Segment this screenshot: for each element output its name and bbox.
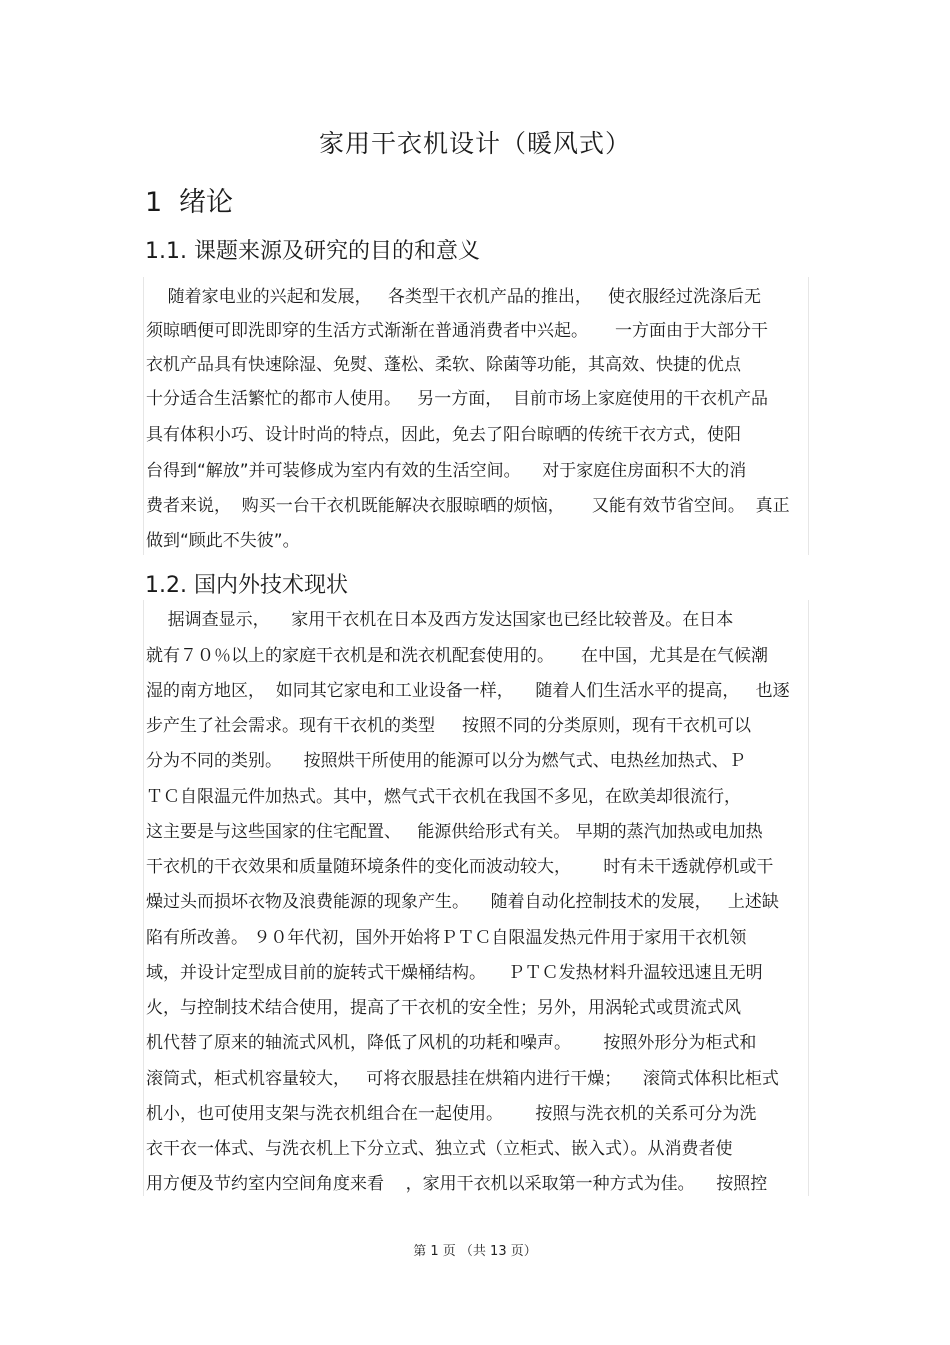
text-line: 滚筒式，柜式机容量较大， 可将衣服悬挂在烘箱内进行干燥； 滚筒式体积比柜式: [146, 1069, 779, 1089]
text-line: 燥过头而损坏衣物及浪费能源的现象产生。 随着自动化控制技术的发展， 上述缺: [146, 892, 779, 912]
page-footer: 第 1 页 （共 13 页）: [413, 1244, 537, 1259]
text-line: 陷有所改善。 ９０年代初，国外开始将ＰＴＣ自限温发热元件用于家用干衣机领: [146, 928, 747, 948]
text-line: 这主要是与这些国家的住宅配置、 能源供给形式有关。 早期的蒸汽加热或电加热: [146, 822, 763, 842]
text-line: 具有体积小巧、设计时尚的特点，因此，免去了阳台晾晒的传统干衣方式，使阳: [146, 425, 741, 445]
text-line: 随着家电业的兴起和发展， 各类型干衣机产品的推出， 使衣服经过洗涤后无: [146, 287, 762, 307]
section-1-2-body: [143, 600, 809, 1196]
text-line: 费者来说， 购买一台干衣机既能解决衣服晾晒的烦恼， 又能有效节省空间。 真正: [146, 496, 790, 516]
text-line: 机小，也可使用支架与洗衣机组合在一起使用。 按照与洗衣机的关系可分为洗: [146, 1104, 757, 1124]
text-line: 须晾晒便可即洗即穿的生活方式渐渐在普通消费者中兴起。 一方面由于大部分干: [146, 321, 769, 341]
chapter-heading: [145, 180, 233, 219]
text-line: 十分适合生活繁忙的都市人使用。 另一方面， 目前市场上家庭使用的干衣机产品: [146, 389, 769, 409]
text-line: 域，并设计定型成目前的旋转式干燥桶结构。 ＰＴＣ发热材料升温较迅速且无明: [146, 963, 763, 983]
text-line: 台得到“解放”并可装修成为室内有效的生活空间。 对于家庭住房面积不大的消: [146, 461, 747, 481]
text-line: 干衣机的干衣效果和质量随环境条件的变化而波动较大， 时有未干透就停机或干: [146, 857, 774, 877]
text-line: 湿的南方地区， 如同其它家电和工业设备一样， 随着人们生活水平的提高， 也逐: [146, 681, 790, 701]
text-line: 就有７０％以上的家庭干衣机是和洗衣机配套使用的。 在中国，尤其是在气候潮: [146, 646, 769, 666]
document-title: 家用干衣机设计（暖风式）: [318, 129, 631, 158]
text-line: 用方便及节约室内空间角度来看 ，家用干衣机以采取第一种方式为佳。 按照控: [146, 1174, 768, 1194]
text-line: 据调查显示， 家用干衣机在日本及西方发达国家也已经比较普及。在日本: [146, 610, 734, 630]
section-heading-1-1: 1.1. 课题来源及研究的目的和意义: [145, 239, 480, 264]
text-line: 机代替了原来的轴流式风机，降低了风机的功耗和噪声。 按照外形分为柜式和: [146, 1033, 757, 1053]
text-line: 分为不同的类别。 按照烘干所使用的能源可以分为燃气式、电热丝加热式、Ｐ: [146, 751, 746, 771]
chapter-number: 1: [145, 187, 163, 218]
section-1-1-body: [143, 277, 809, 555]
text-line: 火，与控制技术结合使用，提高了干衣机的安全性；另外，用涡轮式或贯流式风: [146, 998, 741, 1018]
text-line: 做到“顾此不失彼”。: [146, 531, 300, 551]
text-line: 衣干衣一体式、与洗衣机上下分立式、独立式（立柜式、嵌入式）。从消费者使: [146, 1139, 733, 1159]
text-line: 步产生了社会需求。现有干衣机的类型 按照不同的分类原则，现有干衣机可以: [146, 716, 752, 736]
section-heading-1-2: 1.2. 国内外技术现状: [145, 573, 348, 598]
chapter-title: 绪论: [179, 187, 233, 218]
text-line: ＴＣ自限温元件加热式。其中，燃气式干衣机在我国不多见，在欧美却很流行，: [146, 787, 741, 807]
text-line: 衣机产品具有快速除湿、免熨、蓬松、柔软、除菌等功能，其高效、快捷的优点: [146, 355, 741, 375]
